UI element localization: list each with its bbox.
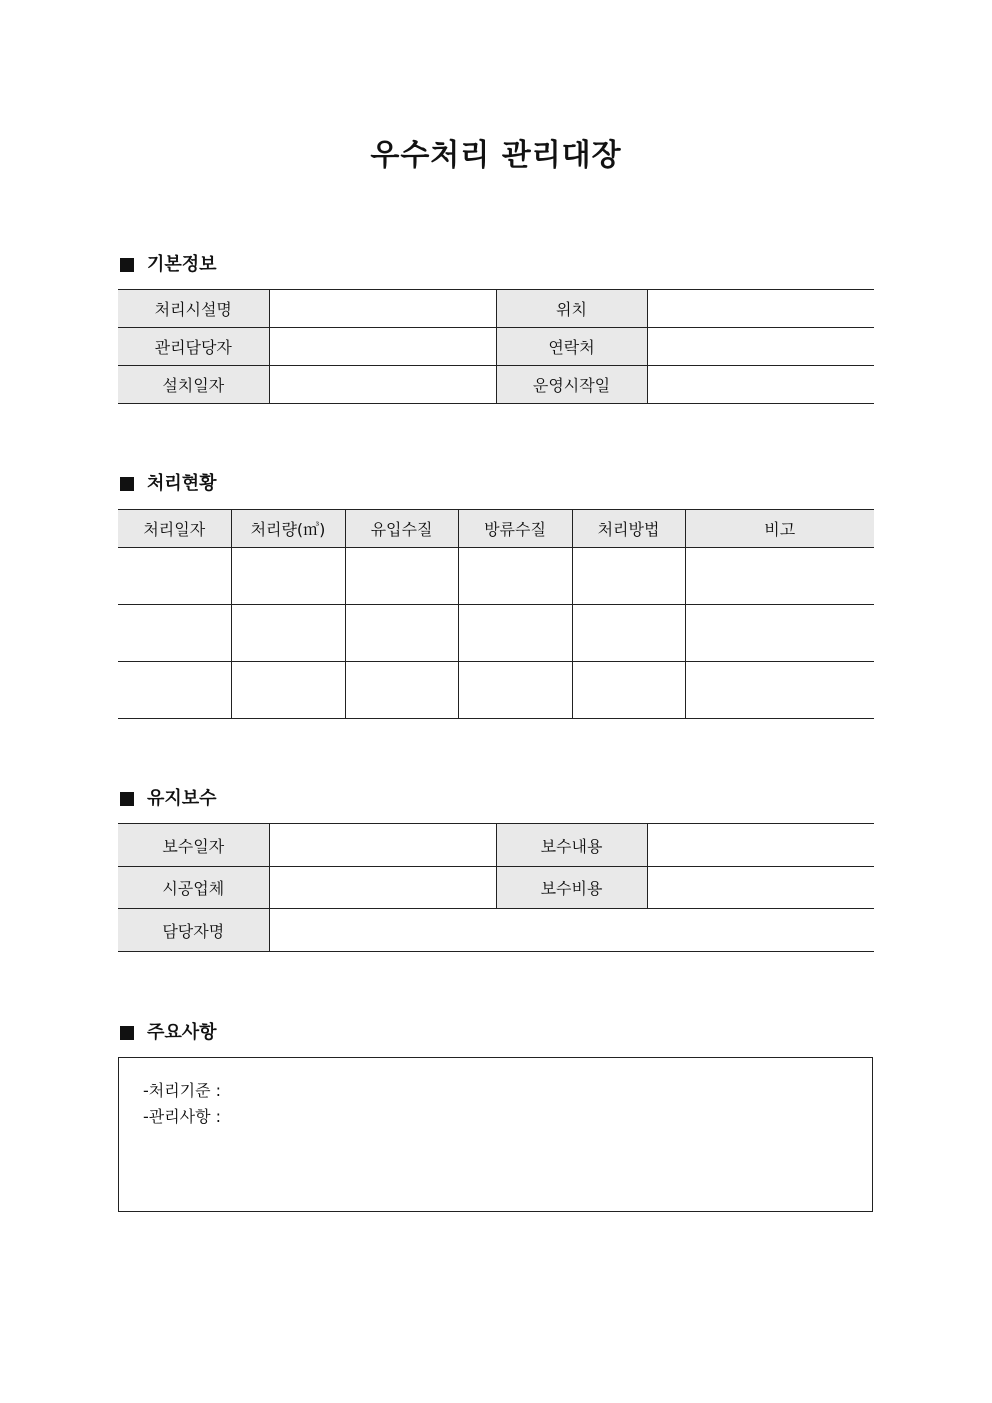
basic-info-table <box>118 289 874 404</box>
col-header-date: 처리일자 <box>118 510 231 548</box>
section-status-heading <box>118 472 217 496</box>
repair-content-label: 보수내용 <box>496 824 647 867</box>
square-bullet-icon <box>120 792 134 806</box>
col-header-inflow-quality: 유입수질 <box>345 510 458 548</box>
table-cell[interactable] <box>345 548 458 605</box>
table-cell[interactable] <box>231 662 345 719</box>
table-cell[interactable] <box>572 548 685 605</box>
square-bullet-icon <box>120 258 134 272</box>
square-bullet-icon <box>120 1026 134 1040</box>
repair-cost-field[interactable] <box>647 867 874 909</box>
table-row <box>118 867 874 909</box>
repair-date-label: 보수일자 <box>118 824 269 867</box>
section-status-title: 처리현황 <box>147 473 217 494</box>
notes-line-management: -관리사항 : <box>143 1107 222 1126</box>
install-date-field[interactable] <box>269 366 496 404</box>
section-maintenance-title: 유지보수 <box>147 788 217 809</box>
contact-field[interactable] <box>647 328 874 366</box>
col-header-outflow-quality: 방류수질 <box>458 510 572 548</box>
manager-field[interactable] <box>269 328 496 366</box>
notes-box[interactable] <box>118 1057 873 1212</box>
person-in-charge-label: 담당자명 <box>118 909 269 952</box>
location-field[interactable] <box>647 290 874 328</box>
table-cell[interactable] <box>572 662 685 719</box>
col-header-volume: 처리량(㎥) <box>231 510 345 548</box>
install-date-label: 설치일자 <box>118 366 269 404</box>
table-cell[interactable] <box>685 548 874 605</box>
section-basic-heading <box>118 253 217 277</box>
table-row <box>118 605 874 662</box>
table-cell[interactable] <box>118 662 231 719</box>
table-cell[interactable] <box>231 548 345 605</box>
contractor-field[interactable] <box>269 867 496 909</box>
contractor-label: 시공업체 <box>118 867 269 909</box>
repair-cost-label: 보수비용 <box>496 867 647 909</box>
contact-label: 연락처 <box>496 328 647 366</box>
table-row <box>118 366 874 404</box>
table-cell[interactable] <box>231 605 345 662</box>
facility-name-field[interactable] <box>269 290 496 328</box>
table-cell[interactable] <box>572 605 685 662</box>
table-cell[interactable] <box>458 548 572 605</box>
person-in-charge-field[interactable] <box>269 909 874 952</box>
notes-line-criteria: -처리기준 : <box>143 1081 222 1100</box>
section-notes-title: 주요사항 <box>147 1022 217 1043</box>
section-basic-title: 기본정보 <box>147 254 217 275</box>
table-cell[interactable] <box>685 605 874 662</box>
operation-start-field[interactable] <box>647 366 874 404</box>
manager-label: 관리담당자 <box>118 328 269 366</box>
table-cell[interactable] <box>345 662 458 719</box>
status-table <box>118 509 874 719</box>
table-row <box>118 328 874 366</box>
repair-date-field[interactable] <box>269 824 496 867</box>
table-cell[interactable] <box>685 662 874 719</box>
table-cell[interactable] <box>458 662 572 719</box>
section-maintenance-heading <box>118 787 217 811</box>
section-notes-heading <box>118 1021 217 1045</box>
col-header-remarks: 비고 <box>685 510 874 548</box>
maintenance-table <box>118 823 874 952</box>
facility-name-label: 처리시설명 <box>118 290 269 328</box>
repair-content-field[interactable] <box>647 824 874 867</box>
table-row <box>118 548 874 605</box>
table-cell[interactable] <box>118 548 231 605</box>
table-cell[interactable] <box>118 605 231 662</box>
page-title: 우수처리 관리대장 <box>370 138 622 173</box>
square-bullet-icon <box>120 477 134 491</box>
location-label: 위치 <box>496 290 647 328</box>
table-row <box>118 662 874 719</box>
table-header-row <box>118 510 874 548</box>
operation-start-label: 운영시작일 <box>496 366 647 404</box>
table-cell[interactable] <box>345 605 458 662</box>
table-row <box>118 824 874 867</box>
table-cell[interactable] <box>458 605 572 662</box>
col-header-method: 처리방법 <box>572 510 685 548</box>
table-row <box>118 909 874 952</box>
table-row <box>118 290 874 328</box>
